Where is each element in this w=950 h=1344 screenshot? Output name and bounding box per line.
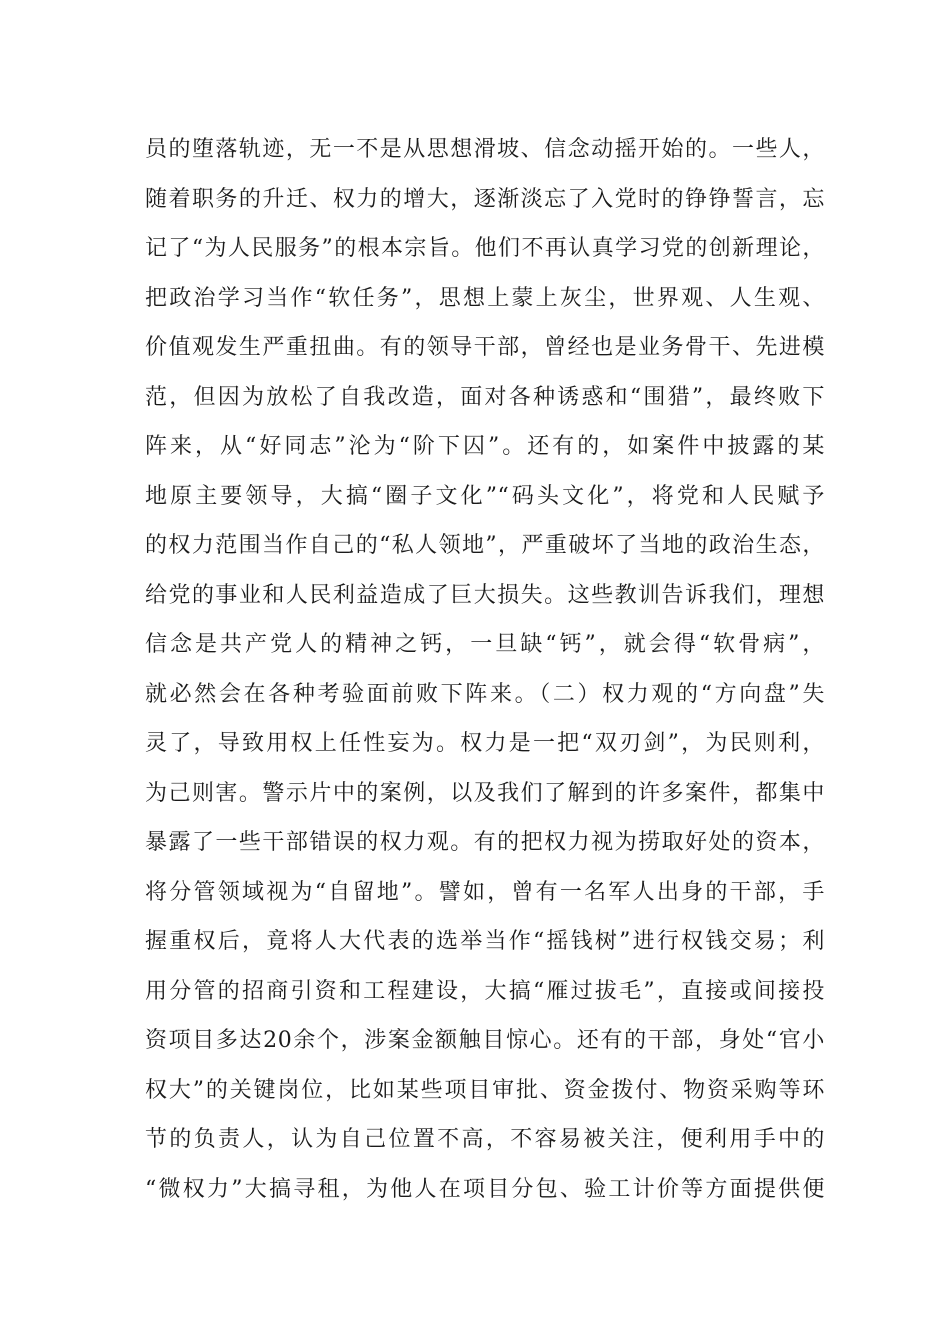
text-line: 给党的事业和人民利益造成了巨大损失。这些教训告诉我们，理想 — [145, 582, 825, 608]
text-line: 权大”的关键岗位，比如某些项目审批、资金拨付、物资采购等环 — [145, 1077, 825, 1103]
text-line: 地原主要领导，大搞“圈子文化”“码头文化”，将党和人民赋予 — [145, 483, 825, 509]
text-line: 用分管的招商引资和工程建设，大搞“雁过拔毛”，直接或间接投 — [145, 978, 825, 1004]
text-line: “微权力”大搞寻租，为他人在项目分包、验工计价等方面提供便 — [145, 1176, 825, 1202]
text-line: 员的堕落轨迹，无一不是从思想滑坡、信念动摇开始的。一些人， — [145, 137, 825, 162]
text-line: 为己则害。警示片中的案例，以及我们了解到的许多案件，都集中 — [145, 780, 825, 806]
text-line: 记了“为人民服务”的根本宗旨。他们不再认真学习党的创新理论， — [145, 236, 825, 261]
text-line: 节的负责人，认为自己位置不高，不容易被关注，便利用手中的 — [145, 1127, 825, 1152]
text-line: 范，但因为放松了自我改造，面对各种诱惑和“围猎”，最终败下 — [145, 384, 825, 410]
text-line: 随着职务的升迁、权力的增大，逐渐淡忘了入党时的铮铮誓言，忘 — [145, 186, 825, 212]
text-line: 把政治学习当作“软任务”，思想上蒙上灰尘，世界观、人生观、 — [145, 285, 825, 311]
text-line: 就必然会在各种考验面前败下阵来。（二）权力观的“方向盘”失 — [145, 681, 825, 707]
text-line: 的权力范围当作自己的“私人领地”，严重破坏了当地的政治生态， — [145, 533, 825, 558]
text-line: 资项目多达20余个，涉案金额触目惊心。还有的干部，身处“官小 — [145, 1028, 825, 1053]
text-line: 将分管领域视为“自留地”。譬如，曾有一名军人出身的干部，手 — [145, 879, 825, 905]
text-line: 暴露了一些干部错误的权力观。有的把权力视为捞取好处的资本， — [145, 830, 825, 855]
text-line: 握重权后，竟将人大代表的选举当作“摇钱树”进行权钱交易；利 — [145, 929, 825, 954]
text-line: 灵了，导致用权上任性妄为。权力是一把“双刃剑”，为民则利， — [145, 731, 825, 756]
text-line: 阵来，从“好同志”沦为“阶下囚”。还有的，如案件中披露的某 — [145, 434, 825, 459]
text-line: 价值观发生严重扭曲。有的领导干部，曾经也是业务骨干、先进模 — [145, 335, 825, 360]
body-text — [145, 125, 825, 1214]
text-line: 信念是共产党人的精神之钙，一旦缺“钙”，就会得“软骨病”， — [145, 632, 825, 657]
